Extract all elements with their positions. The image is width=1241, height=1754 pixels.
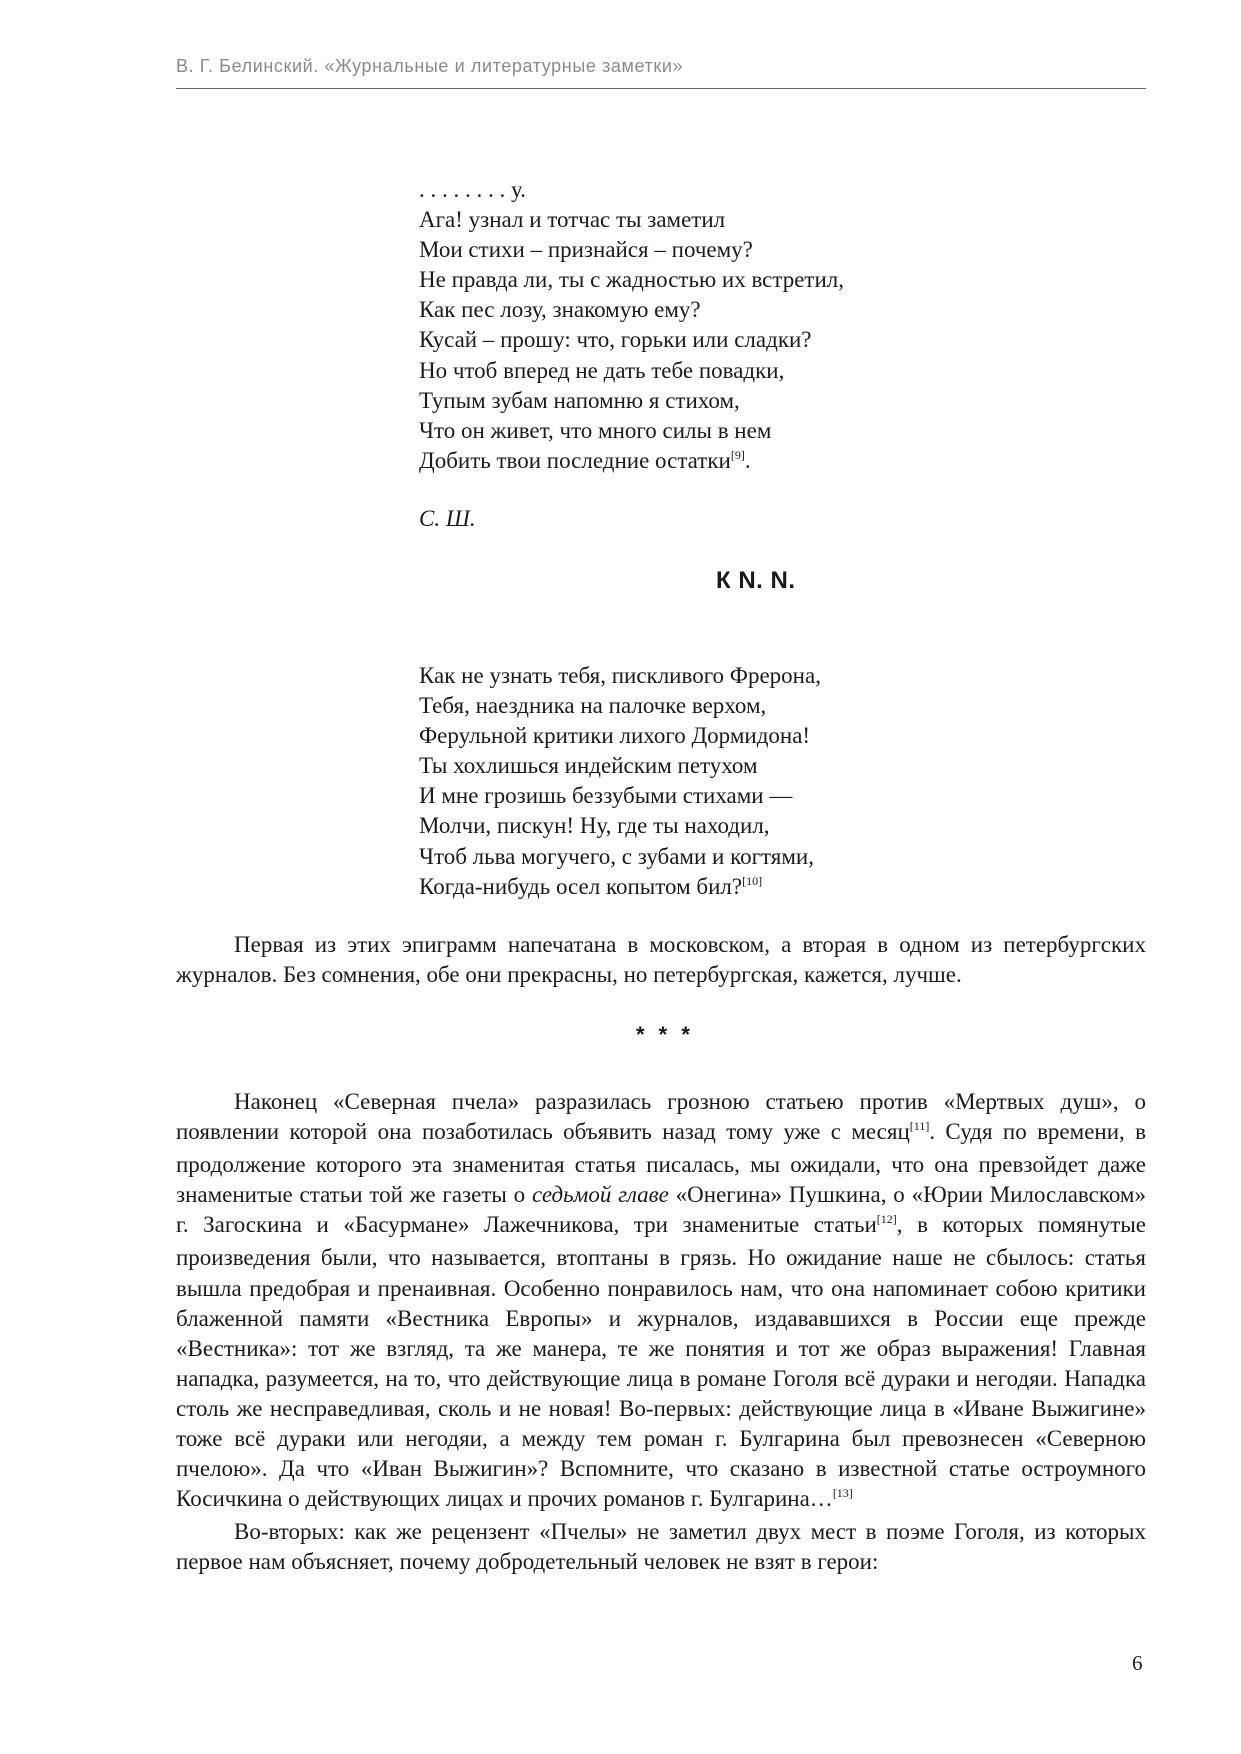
verse-line: . . . . . . . . у. <box>419 177 526 202</box>
text-run: , в которых помянутые произведения были, что называется, втоптаны в грязь. Но ожидание наше не сбылось: статья вышла предобрая и пренаивная. Особенно понравилось нам, что она напоминает собою критики блаженной памяти «Вестника Европы» и журналов, издававшихся в России еще прежде «Вестника»: тот же взгляд, та же манера, те же понятия и тот же образ выражения! Главная нападка, разумеется, на то, что действующие лица в романе Гоголя всё дураки и негодяи. Нападка столь же несправедливая, сколь и не новая! Во-первых: действующие лица в «Иване Выжигине» тоже всё дураки или негодяи, а между тем роман г. Булгарина был превознесен «Северною пчелою». Да что «Иван Выжигин»? Вспомните, что сказано в известной статье остроумного Косичкина о действующих лицах и прочих романов г. Булгарина… <box>176 1212 1146 1512</box>
verse-line: Ага! узнал и тотчас ты заметил <box>419 207 726 233</box>
footnote-ref-10[interactable]: [10] <box>742 873 763 888</box>
verse-line: Тупым зубам напомню я стихом, <box>419 387 740 413</box>
commentary <box>176 930 1146 990</box>
epigram-1 <box>419 175 844 476</box>
text-run: Наконец «Северная пчела» разразилась грозною статьею против «Мертвых душ», о появлении которой она позаботилась объявить назад тому уже с месяц <box>176 1089 1146 1145</box>
verse-line: Мои стихи – признайся – почему? <box>419 237 753 263</box>
verse-line: Как не узнать тебя, пискливого Фрерона, <box>419 663 821 688</box>
poem-title: К N. N. <box>716 567 796 594</box>
header-rule <box>176 88 1146 89</box>
verse-line: Но чтоб вперед не дать тебе повадки, <box>419 357 785 383</box>
verse-punct: . <box>744 447 751 473</box>
verse-line: Кусай – прошу: что, горьки или сладки? <box>419 327 812 353</box>
article-paragraph-2: Во-вторых: как же рецензент «Пчелы» не заметил двух мест в поэме Гоголя, из которых первое нам объясняет, почему добродетельный человек не взят в герои: <box>176 1519 1146 1575</box>
verse-line-last <box>419 872 821 902</box>
verse-line: Что он живет, что много силы в нем <box>419 417 772 443</box>
verse-line: Как пес лозу, знакомую ему? <box>419 297 701 323</box>
verse-text: Когда-нибудь осел копытом бил? <box>419 873 743 899</box>
verse-line-last <box>419 446 844 476</box>
article-body <box>176 1087 1146 1578</box>
article-paragraph-1 <box>176 1087 1146 1517</box>
verse-line: Ферульной критики лихого Дормидона! <box>419 723 811 749</box>
verse-text: Добить твои последние остатки <box>419 447 731 473</box>
text-run: «Онегина» Пушкина, о «Юрии Милославском» г. Загоскина и «Басурмане» Лажечникова, три знаменитые статьи <box>176 1182 1146 1238</box>
verse-line: Ты хохлишься индейским петухом <box>419 753 758 779</box>
page-number: 6 <box>1132 1651 1143 1675</box>
text-run: . Судя по времени, в продолжение которого эта знаменитая статья писалась, мы ожидали, что она превзойдет даже знаменитые статьи той же газеты о <box>176 1119 1146 1208</box>
footnote-ref-9[interactable]: [9] <box>730 447 745 462</box>
footnote-ref-11[interactable]: [11] <box>909 1119 930 1134</box>
verse-line: И мне грозишь беззубыми стихами — <box>419 783 793 809</box>
commentary-paragraph: Первая из этих эпиграмм напечатана в московском, а вторая в одном из петербургских журналов. Без сомнения, обе они прекрасны, но петербургская, кажется, лучше. <box>176 932 1146 988</box>
epigram-2 <box>419 661 821 902</box>
italic-text: седьмой главе <box>532 1182 669 1208</box>
footnote-ref-12[interactable]: [12] <box>876 1212 897 1227</box>
running-head: В. Г. Белинский. «Журнальные и литературные заметки» <box>176 56 684 76</box>
verse-line: Тебя, наездника на палочке верхом, <box>419 693 767 719</box>
epigram-signature: С. Ш. <box>419 506 476 531</box>
verse-line: Чтоб льва могучего, с зубами и когтями, <box>419 843 814 869</box>
footnote-ref-13[interactable]: [13] <box>832 1486 853 1501</box>
verse-line: Молчи, пискун! Ну, где ты находил, <box>419 813 770 839</box>
verse-line: Не правда ли, ты с жадностью их встретил, <box>419 267 845 293</box>
section-separator: * * * <box>636 1022 694 1047</box>
